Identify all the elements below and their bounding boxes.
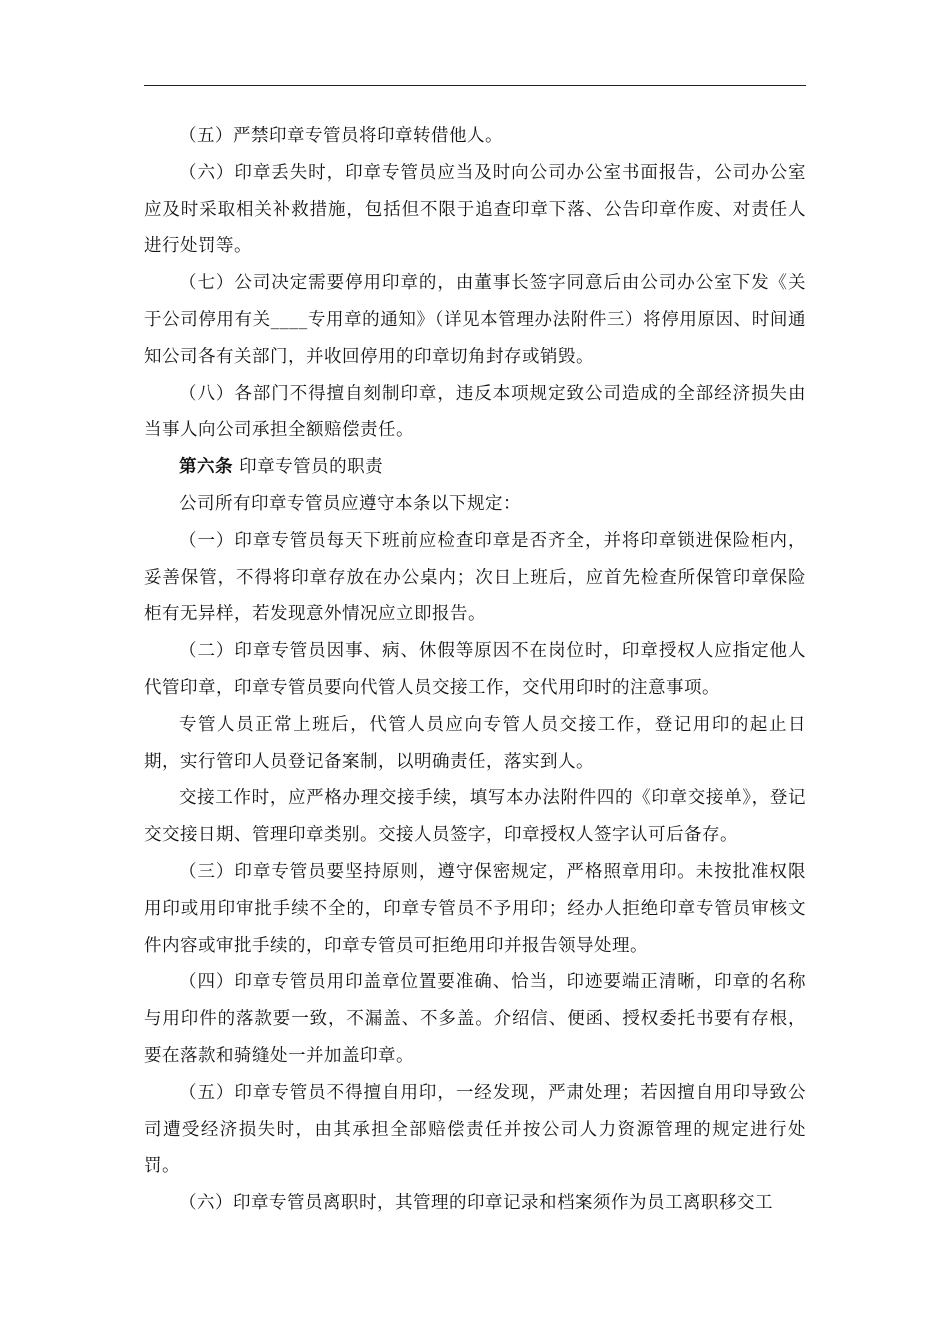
article-6-item-5: （五）印章专管员不得擅自用印，一经发现，严肃处理；若因擅自用印导致公司遭受经济损失时，由其承担全部赔偿责任并按公司人力资源管理的规定进行处罚。 <box>144 1082 806 1177</box>
article-number: 第六条 <box>179 457 233 478</box>
document-body <box>144 118 806 1222</box>
article-6-item-1: （一）印章专管员每天下班前应检查印章是否齐全，并将印章锁进保险柜内，妥善保管，不得将印章存放在办公桌内；次日上班后，应首先检查所保管印章保险柜有无异样，若发现意外情况应立即报告。 <box>144 530 806 625</box>
article-6-item-2-handover: 专管人员正常上班后，代管人员应向专管人员交接工作，登记用印的起止日期，实行管印人员登记备案制，以明确责任，落实到人。 <box>144 714 806 772</box>
article-6-intro: 公司所有印章专管员应遵守本条以下规定： <box>179 493 521 514</box>
article-6-item-2-procedure: 交接工作时，应严格办理交接手续，填写本办法附件四的《印章交接单》，登记交交接日期、管理印章类别。交接人员签字，印章授权人签字认可后备存。 <box>144 788 806 846</box>
paragraph-8: （八）各部门不得擅自刻制印章，违反本项规定致公司造成的全部经济损失由当事人向公司承担全额赔偿责任。 <box>144 383 806 441</box>
paragraph-7: （七）公司决定需要停用印章的，由董事长签字同意后由公司办公室下发《关于公司停用有关____专用章的通知》（详见本管理办法附件三）将停用原因、时间通知公司各有关部门，并收回停用的印章切角封存或销毁。 <box>144 273 806 367</box>
article-6-item-2: （二）印章专管员因事、病、休假等原因不在岗位时，印章授权人应指定他人代管印章，印章专管员要向代管人员交接工作，交代用印时的注意事项。 <box>144 641 806 698</box>
paragraph-6: （六）印章丢失时，印章专管员应当及时向公司办公室书面报告，公司办公室应及时采取相关补救措施，包括但不限于追查印章下落、公告印章作废、对责任人进行处罚等。 <box>144 162 806 257</box>
article-6-item-6: （六）印章专管员离职时，其管理的印章记录和档案须作为员工离职移交工 <box>179 1193 773 1214</box>
paragraph-5: （五）严禁印章专管员将印章转借他人。 <box>179 126 503 146</box>
article-title: 印章专管员的职责 <box>239 457 384 478</box>
article-6-heading <box>144 449 806 486</box>
article-6-item-3: （三）印章专管员要坚持原则，遵守保密规定，严格照章用印。未按批准权限用印或用印审批手续不全的，印章专管员不予用印；经办人拒绝印章专管员审核文件内容或审批手续的，印章专管员可拒绝用印并报告领导处理。 <box>144 861 806 956</box>
article-6-item-4: （四）印章专管员用印盖章位置要准确、恰当，印迹要端正清晰，印章的名称与用印件的落款要一致，不漏盖、不多盖。介绍信、便函、授权委托书要有存根，要在落款和骑缝处一并加盖印章。 <box>144 972 806 1066</box>
header-rule <box>144 85 806 86</box>
